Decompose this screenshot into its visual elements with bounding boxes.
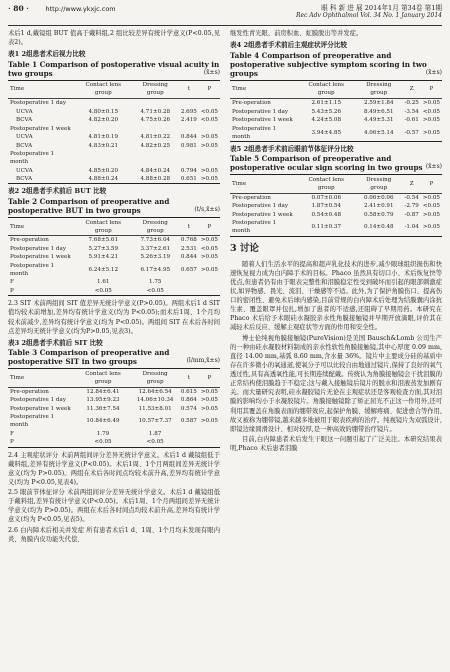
table-row (230, 116, 442, 124)
journal-title-en: Rec Adv Ophthalmol Vol. 34 No. 1 January 2014 (295, 12, 442, 20)
table-header-cell: Time (8, 80, 75, 98)
table-row (8, 175, 220, 184)
table-header-cell: Time (230, 175, 297, 193)
table-cell: 1.87 (148, 430, 162, 437)
table-header-cell: t (179, 369, 199, 387)
table-cell: 1.75 (149, 279, 162, 286)
table-cell: >0.05 (200, 254, 218, 261)
table-cell: >0.05 (421, 219, 442, 236)
table-row (8, 167, 220, 175)
table-cell: 0.615 (180, 388, 197, 395)
table-cell: <0.05 (75, 287, 132, 296)
table-cell: 3.94±4.85 (297, 124, 355, 141)
table-cell: >0.05 (422, 100, 440, 107)
table-cell: -0.57 (402, 124, 420, 141)
table-caption-cn: 表4 2组患者手术前后主观症状评分比较 (230, 41, 347, 50)
header-right (296, 4, 442, 20)
table-header-cell: Dressing group (132, 80, 179, 98)
table-cell: Postoperative 1 day (10, 100, 66, 107)
table-row (230, 124, 442, 141)
table-cell: 0.794 (180, 167, 197, 174)
table-cell: Postoperative 1 day (10, 245, 66, 252)
table-cell: <0.05 (132, 287, 179, 296)
table-cell: 0.768 (180, 237, 197, 244)
table-cell: 2.61±1.15 (311, 100, 342, 107)
table-row (8, 141, 220, 149)
table-cell: >0.05 (200, 388, 218, 395)
table-cell: F (10, 430, 14, 437)
table-cell (199, 287, 220, 296)
table-cell: 1.79 (96, 430, 110, 437)
table-cell (199, 124, 220, 132)
table-cell (179, 124, 199, 132)
table-caption-en: Table 2 Comparison of preoperative and postoperative BUT in two groups (t/s,x̄±s) (8, 197, 220, 216)
table-row (230, 219, 442, 236)
table-header-cell: P (421, 80, 442, 98)
table-cell: F (10, 279, 14, 286)
table-header-cell: P (421, 175, 442, 193)
table-cell: 4.82±0.25 (140, 142, 171, 149)
table-cell: 5.27±3.59 (88, 245, 119, 252)
table-cell (199, 430, 220, 438)
table-cell: Pre-operation (232, 100, 271, 107)
section-2-4: 2.4 主观症状评分 术前两组间评分差异无统计学意义。术后1 d 戴镜组低于戴料组,差异有统计学意义(P<0.05)。术后1周、1个月两组间差异无统计学意义(均为 P>0.05)。两组在术后各时间点均较术前升高,差异均有统计学意义(均为 P<0.05,见表4)。 (8, 451, 220, 486)
table-cell: 8.49±6.51 (363, 108, 394, 115)
table-cell (199, 150, 220, 167)
table-cell: 4.84±0.24 (140, 167, 171, 174)
table-cell: BCVA (8, 175, 75, 184)
table-header-cell: Contact lens group (297, 80, 355, 98)
table-cell (199, 438, 220, 447)
table-caption-en: Table 1 Comparison of postoperative visual acuity in two groups (x̄±s) (8, 59, 220, 78)
table-header-cell: Dressing group (355, 80, 402, 98)
table-cell: 0.657 (180, 266, 197, 273)
table-row (230, 98, 442, 107)
table-cell: UCVA (16, 108, 33, 115)
table-cell: 4.81±0.19 (88, 134, 119, 141)
discussion-paragraph-2: 博士伦纯视角膜接触镜(PureVision)是美国 Bausch&Lomb 公司生产的一种由硅水凝胶材料制成的亲水性软性角膜接触镜,其中心厚度 0.09 mm,直径 14.00 mm,基弧 8.60 mm,含水量 36%。镜片中主要成分硅的基质中存在许多微小的氧通道,使氧分子可以比较自由地通过镜片,保持了良好的氧气透过性,具有高透氧性能,可长期连续配戴。传统认为角膜接触镜会干扰泪膜的正常结构使泪膜趋于不稳定;这与戴入接触镜后镜片的脱水和泪液蒸发加剧有关。而大量研究表明,硅水凝胶镜片无论在主观症状还是客观检查方面,其对泪膜的影响均小于水凝胶镜片。角膜接触镜除了矫正屈光不正这一作用外,还可利用其覆盖在角膜表面的绷带效应,起保护角膜、缓解疼痛、促进愈合等作用,故又被称为绷带镜,越来越多地被用于眼表疾病的治疗。纯视镜片为双弧设计,即镜边缘圆滑设计、相对较厚,是一种高效的绷带治疗镜片。 (230, 334, 442, 433)
table-cell: UCVA (16, 134, 33, 141)
table-header-cell: Contact lens group (75, 80, 132, 98)
table-cell: -2.79 (404, 203, 419, 210)
table-row (230, 193, 442, 202)
table-cell: <0.05 (200, 117, 218, 124)
table-row (8, 236, 220, 245)
table-cell: >0.05 (200, 237, 218, 244)
table-row (8, 287, 220, 296)
table-cell (179, 430, 199, 438)
table-cell: 13.95±9.23 (86, 397, 120, 404)
table-cell (179, 99, 199, 108)
table-cell: 4.24±5.08 (311, 117, 342, 124)
table-header-cell: P (199, 80, 220, 98)
table-cell: 11.36±7.54 (86, 405, 120, 412)
table-cell: Postoperative 1 day (232, 108, 288, 115)
table-cell: 12.84±6.41 (86, 388, 120, 395)
table-row (8, 124, 220, 132)
table-cell: Postoperative 1 month (230, 219, 297, 236)
table-row (8, 108, 220, 116)
table-cell: 14.06±10.34 (136, 397, 174, 404)
table-cell: -0.61 (404, 117, 419, 124)
table-cell (179, 278, 199, 286)
table-row (8, 278, 220, 286)
section-2-3: 2.3 SIT 术前两组间 SIT 值差异无统计学意义(P>0.05)。两组术后1 d SIT 值均较术前增加,差异均有统计学意义(均为 P<0.05);而术后1周、1个月均较术前减少,差异均有统计学意义(均为 P<0.05)。两组间 SIT 在术后各时间点差异均无统计学意义(均为P>0.05,见表3)。 (8, 300, 220, 335)
table-cell: 4.71±0.28 (140, 108, 171, 115)
table-cell: 0.864 (180, 397, 197, 404)
table-cell: >0.05 (422, 211, 440, 218)
table-cell: 2.695 (180, 108, 197, 115)
table-cell: Pre-operation (10, 388, 49, 395)
table-cell: <0.05 (75, 438, 132, 447)
table-cell: 5.91±4.21 (88, 254, 119, 261)
table-subjective-symptom (230, 80, 442, 142)
table-cell: >0.05 (200, 266, 218, 273)
table-cell: 4.85±0.20 (88, 167, 119, 174)
discussion-paragraph-3: 目前,白内障患者术后发生干眼这一问题引起了广泛关注。本研究结果表明,Phaco 术后患者泪膜 (230, 435, 442, 453)
table-cell (132, 124, 179, 132)
table-row (8, 430, 220, 438)
table-cell: >0.05 (200, 397, 218, 404)
table-row (8, 413, 220, 430)
table-cell (132, 99, 179, 108)
table-row (8, 253, 220, 261)
table-cell: 0.06±0.06 (363, 194, 394, 201)
table-cell: 2.41±0.91 (363, 203, 394, 210)
table-cell: >0.05 (199, 175, 220, 184)
table-cell (199, 278, 220, 286)
table-cell (75, 99, 132, 108)
table-row (230, 211, 442, 219)
table-header-cell: Dressing group (132, 218, 179, 236)
table-cell: 4.88±0.24 (75, 175, 132, 184)
table-header-cell: Time (230, 80, 297, 98)
table-cell: 0.07±0.06 (311, 194, 342, 201)
table-header-cell: Time (8, 369, 75, 387)
table-header-cell: t (179, 218, 199, 236)
table-cell: 2.419 (180, 117, 197, 124)
table-cell (179, 287, 199, 296)
table-cell: 0.587 (180, 418, 197, 425)
table-cell: 12.64±6.54 (138, 388, 172, 395)
table-row (8, 133, 220, 141)
table-cell: 0.574 (180, 405, 197, 412)
table-row (8, 245, 220, 253)
table-header-cell: P (199, 218, 220, 236)
table-cell: 4.06±5.14 (355, 124, 402, 141)
table-header-cell: Dressing group (131, 369, 178, 387)
table-cell: >0.05 (200, 167, 218, 174)
table-cell: 0.14±0.48 (355, 219, 402, 236)
running-header (8, 4, 442, 26)
table-cell: Postoperative 1 week (10, 405, 71, 412)
table-cell: Postoperative 1 month (10, 151, 55, 166)
table-row (8, 150, 220, 167)
table-cell: Postoperative 1 month (10, 414, 55, 429)
table-cell: -1.04 (402, 219, 420, 236)
table-cell: 0.11±0.37 (297, 219, 355, 236)
journal-title-cn: 眼 科 新 进 展 2014年1月 第34卷 第1期 (321, 4, 442, 12)
table-row (230, 202, 442, 210)
table-cell: 0.58±0.79 (363, 211, 394, 218)
table-cell (132, 150, 179, 167)
table-cell: P (8, 287, 75, 296)
table-cell: 6.17±4.95 (140, 266, 171, 273)
paragraph: 术后1 d,戴镜组 BUT 值高于戴料组,2 组比较差异有统计学意义(P<0.05,见表2)。 (8, 30, 220, 47)
table-caption-en: Table 4 Comparison of preoperative and postoperative subjective symptom scoring in two groups (x̄±s) (230, 50, 442, 78)
journal-url: http://www.ykxjc.com (45, 5, 116, 13)
table-cell: Postoperative 1 month (10, 262, 55, 277)
table-cell: 0.844 (180, 254, 197, 261)
table-cell: Pre-operation (232, 194, 271, 201)
table-cell: Postoperative 1 day (232, 203, 288, 210)
table-cell: >0.05 (200, 142, 218, 149)
table-cell: >0.05 (200, 418, 218, 425)
table-cell: Postoperative 1 day (10, 397, 66, 404)
table-cell: >0.05 (200, 134, 218, 141)
table-cell: 0.844 (180, 134, 197, 141)
table-cell: 2.531 (180, 245, 197, 252)
table-cell: Postoperative 1 week (10, 125, 71, 132)
section-2-5: 2.5 眼前节体征评分 术前两组间评分差异无统计学意义。术后1 d 戴镜组低于戴料组,差异有统计学意义(P<0.05)。术后1周、1个月两组间差异无统计学意义(均为 P>0.05)。两组在术后各时间点均较术前升高,差异均有统计学意义(均为 P<0.05,见表5)。 (8, 489, 220, 524)
table-cell: Postoperative 1 week (232, 211, 293, 218)
table-cell: Postoperative 1 week (10, 254, 71, 261)
discussion-paragraph-1: 随着人们生活水平的提高和超声乳化技术的进步,减少眼球组织损伤和快速恢复视力成为白内障手术的目标。Phaco 虽然具有切口小、术后恢复快等优点,但患者仍有由于眼表完整性和泪膜稳定性受到破坏而引起的眼部刺激症状,如异物感、畏光、流泪、干燥感等不适。此外,为了保护角膜伤口、提高伤口的密闭性、避免术后球内感染,目前常规的白内障术后处理为结膜囊内涂抗生素、覆盖眼罩并包扎,增加了患者的不适感,还阻碍了早期用药。本研究在 Phaco 术后给予术眼硅水凝胶亲水性角膜接触镜并早期开放滴眼,评价其在减轻术后反应、缓解主观症状等方面的作用和安全性。 (230, 260, 442, 332)
table-cell: 4.83±0.21 (88, 142, 119, 149)
table-cell: 0.651 (180, 176, 197, 183)
table-cell: <0.05 (131, 438, 178, 447)
section-heading-discussion: 3 讨论 (230, 242, 259, 254)
table-cell: P (8, 438, 75, 447)
table-row (8, 116, 220, 124)
table-cell: 4.88±0.28 (132, 175, 179, 184)
table-cell (199, 99, 220, 108)
table-caption-cn: 表1 2组患者术后视力比较 (8, 50, 86, 59)
table-header-cell: Z (402, 175, 420, 193)
table-header-cell: Time (8, 218, 75, 236)
table-row (8, 405, 220, 413)
table-cell: >0.05 (422, 194, 440, 201)
right-column (230, 29, 442, 545)
table-cell (179, 438, 199, 447)
table-header-cell: Z (402, 80, 420, 98)
header-left (8, 4, 116, 15)
table-cell: <0.05 (200, 245, 218, 252)
table-cell: Postoperative 1 week (232, 117, 293, 124)
table-cell: 0.981 (180, 142, 197, 149)
table-cell: BCVA (16, 117, 33, 124)
table-cell: <0.05 (422, 108, 440, 115)
table-cell: Pre-operation (10, 237, 49, 244)
table-visual-acuity (8, 80, 220, 185)
table-cell: 4.81±0.22 (140, 134, 171, 141)
table-cell: <0.05 (422, 203, 440, 210)
table-cell: 5.26±3.19 (140, 254, 171, 261)
table-caption-cn: 表5 2组患者手术前后眼前节体征评分比较 (230, 144, 354, 153)
table-cell (75, 124, 132, 132)
table-cell (75, 150, 132, 167)
table-cell: 7.68±5.61 (88, 237, 119, 244)
table-cell: 4.82±0.20 (88, 117, 119, 124)
table-cell: BCVA (16, 142, 33, 149)
table-cell: 11.53±8.01 (138, 405, 172, 412)
table-caption-en: Table 3 Comparison of preoperative and postoperative SIT in two groups (l/mm,x̄±s) (8, 348, 220, 367)
table-header-cell: Contact lens group (297, 175, 355, 193)
table-header-cell: Dressing group (355, 175, 402, 193)
table-cell: UCVA (16, 167, 33, 174)
table-cell: Postoperative 1 month (230, 124, 297, 141)
table-cell: 10.57±7.37 (138, 418, 172, 425)
table-but (8, 217, 220, 296)
table-row (8, 99, 220, 108)
table-cell: 4.75±0.26 (140, 117, 171, 124)
table-caption-cn: 表3 2组患者手术前后 SIT 比较 (8, 338, 103, 347)
table-cell: -0.25 (404, 100, 419, 107)
table-cell: -3.54 (404, 108, 419, 115)
table-header-cell: Contact lens group (75, 369, 132, 387)
table-cell: 7.73±6.04 (140, 237, 171, 244)
table-sit (8, 368, 220, 447)
table-cell: 1.87±0.54 (311, 203, 342, 210)
table-cell: 4.80±0.15 (88, 108, 119, 115)
table-row (8, 262, 220, 279)
table-header-cell: P (199, 369, 220, 387)
table-cell: 2.59±1.84 (363, 100, 394, 107)
table-cell: 1.61 (97, 279, 110, 286)
table-cell: >0.05 (422, 117, 440, 124)
table-row (8, 396, 220, 404)
table-row (8, 387, 220, 396)
table-cell: 4.49±5.31 (363, 117, 394, 124)
paragraph: 继发性青光眼、前房积血、虹膜脱出等并发症。 (230, 30, 363, 37)
table-caption-cn: 表2 2组患者手术前后 BUT 比较 (8, 187, 107, 196)
table-cell: 3.37±2.61 (140, 245, 171, 252)
left-column (8, 29, 220, 545)
table-caption-en: Table 5 Comparison of preoperative and postoperative ocular sign scoring in two groups (x̄±s) (230, 154, 442, 173)
table-cell: -0.54 (404, 194, 419, 201)
table-cell: >0.05 (200, 405, 218, 412)
table-row (8, 438, 220, 447)
table-header-cell: t (179, 80, 199, 98)
table-ocular-sign (230, 174, 442, 236)
table-cell: -0.87 (404, 211, 419, 218)
table-cell: 6.24±5.12 (88, 266, 119, 273)
table-cell (179, 150, 199, 167)
table-cell: 10.84±6.49 (86, 418, 120, 425)
table-header-cell: Contact lens group (75, 218, 132, 236)
table-cell: >0.05 (421, 124, 442, 141)
page-number: · 80 · (8, 4, 29, 13)
table-cell: 0.54±0.48 (311, 211, 342, 218)
table-row (230, 107, 442, 115)
table-cell: <0.05 (200, 108, 218, 115)
section-2-6: 2.6 白内障术后相关并发症 所有患者术后1 d、1周、1个月均未发现有眼内炎、角膜内皮功能失代偿、 (8, 526, 220, 543)
table-cell: 5.43±5.26 (311, 108, 342, 115)
